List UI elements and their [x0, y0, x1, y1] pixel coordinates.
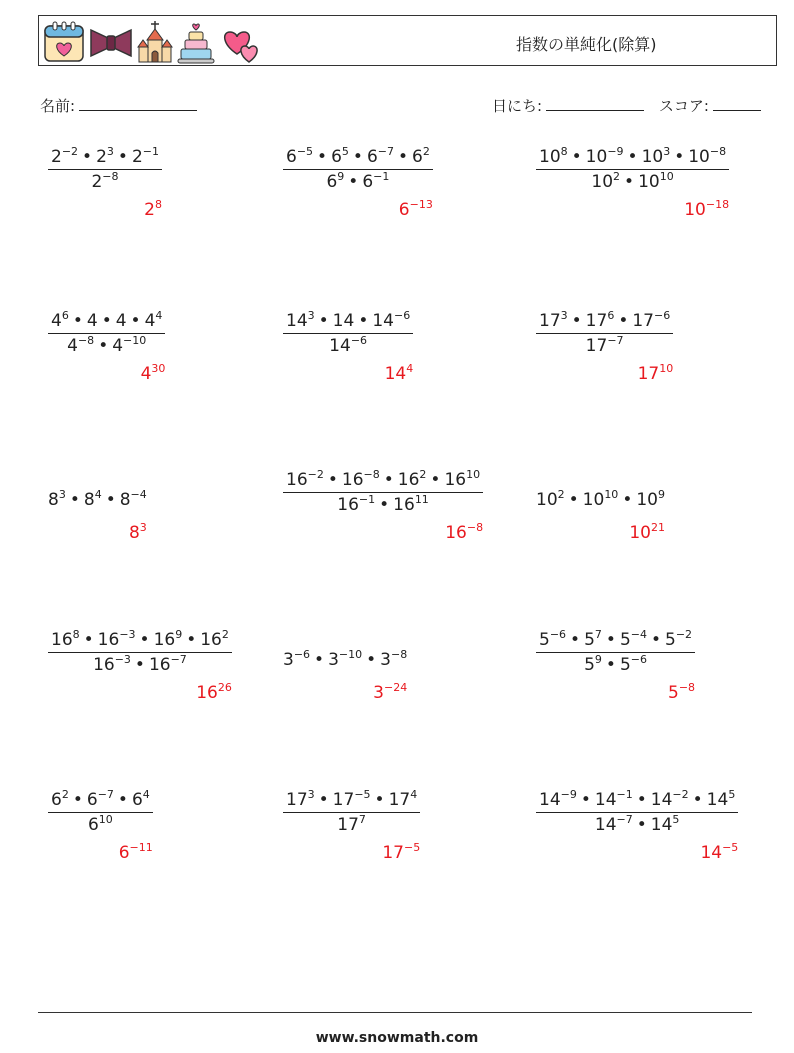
- power-term: $14^5$: [650, 813, 680, 835]
- bow-tie-icon: [89, 20, 133, 64]
- answer-8: [445, 523, 483, 543]
- chapel-icon: [137, 20, 173, 64]
- power-term: $5^{-6}$: [539, 628, 567, 650]
- power-term: $16^2$: [200, 628, 229, 650]
- denominator: [536, 334, 673, 356]
- power-term: $5^{-6}$: [619, 653, 647, 675]
- footer-url: www.snowmath.com: [315, 1030, 479, 1046]
- power-term: $4^{-8}$: [67, 334, 95, 356]
- problem-2: [283, 147, 433, 192]
- power-term: $17^3$: [286, 788, 315, 810]
- fraction: [48, 790, 153, 835]
- power-term: $8^3$: [128, 521, 147, 543]
- power-term: $3^{-8}$: [380, 648, 408, 670]
- power-term: $17^7$: [337, 813, 366, 835]
- fraction: [48, 311, 165, 356]
- date-score-field: [492, 95, 761, 116]
- power-term: $17^{-7}$: [585, 334, 624, 356]
- power-term: $16^{-8}$: [445, 521, 484, 543]
- denominator: [48, 170, 162, 192]
- problem-1: [48, 147, 162, 192]
- answer-9: [629, 523, 665, 543]
- answer-5: [385, 364, 414, 384]
- score-label: スコア:: [658, 97, 709, 115]
- power-term: $8^{-4}$: [119, 488, 147, 510]
- problem-6: [536, 311, 673, 356]
- denominator: $6^9$ • $6^{-1}$: [326, 170, 390, 192]
- power-term: $17^3$: [539, 309, 568, 331]
- date-blank: [546, 96, 644, 111]
- power-term: $16^{-3}$: [93, 653, 131, 675]
- power-term: $14^{-6}$: [372, 309, 411, 331]
- power-term: $8^4$: [83, 488, 102, 510]
- denominator: $16^{-1}$ • $16^{11}$: [337, 493, 429, 515]
- power-term: $3^{-24}$: [373, 681, 408, 703]
- power-term: $2^8$: [144, 198, 162, 220]
- answer-7: [129, 523, 147, 543]
- numerator: $14^3$ • 14 • $14^{-6}$: [286, 309, 411, 331]
- power-term: $16^8$: [51, 628, 80, 650]
- power-term: $6^2$: [412, 145, 430, 167]
- power-term: $16^9$: [153, 628, 183, 650]
- power-term: $4^4$: [144, 309, 163, 331]
- power-term: $10^9$: [636, 488, 665, 510]
- denominator: $14^{-7}$ • $14^5$: [594, 813, 680, 835]
- expression: $3^{-6}$ • $3^{-10}$ • $3^{-8}$: [283, 648, 408, 670]
- power-term: $16^{10}$: [444, 468, 481, 490]
- power-term: $4^{30}$: [140, 362, 166, 384]
- power-term: $2^{-2}$: [51, 145, 79, 167]
- power-term: $16^{-7}$: [148, 653, 187, 675]
- power-term: $10^8$: [539, 145, 568, 167]
- power-term: $10^{21}$: [629, 521, 665, 543]
- power-term: $17^{-5}$: [382, 841, 421, 863]
- name-label: 名前:: [40, 97, 76, 115]
- power-term: $14^{-7}$: [594, 813, 633, 835]
- numerator: $6^2$ • $6^{-7}$ • $6^4$: [51, 788, 150, 810]
- power-term: $10^2$: [591, 170, 621, 192]
- power-term: $16^{-2}$: [286, 468, 324, 490]
- fraction: [283, 470, 483, 515]
- power-term: 14: [332, 311, 355, 331]
- numerator: $6^{-5}$ • $6^5$ • $6^{-7}$ • $6^2$: [286, 145, 430, 167]
- answer-11: [373, 683, 407, 703]
- power-term: $5^9$: [584, 653, 602, 675]
- power-term: $6^2$: [51, 788, 69, 810]
- expression: $10^2$ • $10^{10}$ • $10^9$: [536, 488, 665, 510]
- power-term: $6^9$: [326, 170, 345, 192]
- problem-11: [283, 630, 407, 670]
- fraction: [536, 147, 729, 192]
- numerator: $4^6$ • 4 • 4 • $4^4$: [51, 309, 163, 331]
- problem-14: [283, 790, 420, 835]
- power-term: $6^4$: [131, 788, 150, 810]
- power-term: $6^{-7}$: [366, 145, 394, 167]
- power-term: $3^{-6}$: [283, 648, 311, 670]
- problem-8: [283, 470, 483, 515]
- date-label: 日にち:: [492, 97, 543, 115]
- problem-9: [536, 470, 665, 510]
- power-term: $10^{-18}$: [684, 198, 730, 220]
- fraction: [48, 147, 162, 192]
- power-term: $17^{10}$: [637, 362, 674, 384]
- problem-7: [48, 470, 147, 510]
- power-term: $10^2$: [536, 488, 565, 510]
- power-term: $17^6$: [585, 309, 615, 331]
- power-term: $10^{-8}$: [688, 145, 727, 167]
- problem-15: [536, 790, 738, 835]
- denominator: [48, 813, 153, 835]
- fraction: [283, 311, 413, 356]
- answer-13: [119, 843, 153, 863]
- fraction: [48, 630, 232, 675]
- problem-3: [536, 147, 729, 192]
- power-term: $16^2$: [397, 468, 427, 490]
- power-term: $6^{-1}$: [362, 170, 390, 192]
- fraction: [536, 630, 695, 675]
- calendar-heart-icon: [43, 20, 85, 64]
- problem-12: [536, 630, 695, 675]
- hearts-icon: [219, 20, 263, 64]
- numerator: $17^3$ • $17^6$ • $17^{-6}$: [539, 309, 671, 331]
- header-icons: [43, 20, 263, 64]
- power-term: $2^{-1}$: [131, 145, 159, 167]
- power-term: $3^{-10}$: [328, 648, 363, 670]
- problem-5: [283, 311, 413, 356]
- denominator: $4^{-8}$ • $4^{-10}$: [67, 334, 147, 356]
- numerator: $16^{-2}$ • $16^{-8}$ • $16^2$ • $16^{10}$: [286, 468, 481, 490]
- power-term: $16^{-8}$: [341, 468, 380, 490]
- answer-3: [684, 200, 729, 220]
- denominator: $5^9$ • $5^{-6}$: [584, 653, 647, 675]
- power-term: $14^{-5}$: [700, 841, 739, 863]
- power-term: $5^7$: [584, 628, 602, 650]
- answer-1: [144, 200, 162, 220]
- power-term: 4: [86, 311, 98, 331]
- answer-15: [700, 843, 738, 863]
- answer-14: [382, 843, 420, 863]
- answer-12: [668, 683, 695, 703]
- numerator: $10^8$ • $10^{-9}$ • $10^3$ • $10^{-8}$: [539, 145, 727, 167]
- power-term: $10^{10}$: [582, 488, 619, 510]
- answer-4: [141, 364, 166, 384]
- power-term: $4^{-10}$: [112, 334, 147, 356]
- worksheet-title: 指数の単純化(除算): [516, 35, 657, 54]
- numerator: $17^3$ • $17^{-5}$ • $17^4$: [286, 788, 418, 810]
- power-term: $10^{-9}$: [585, 145, 624, 167]
- answer-6: [638, 364, 674, 384]
- problem-10: [48, 630, 232, 675]
- power-term: 4: [115, 311, 127, 331]
- power-term: $14^{-6}$: [329, 334, 368, 356]
- power-term: $17^{-5}$: [332, 788, 371, 810]
- name-field: [40, 95, 197, 116]
- fraction: [536, 311, 673, 356]
- answer-2: [399, 200, 433, 220]
- worksheet-header: [38, 15, 777, 66]
- power-term: $6^5$: [331, 145, 349, 167]
- denominator: $16^{-3}$ • $16^{-7}$: [93, 653, 187, 675]
- power-term: $16^{-3}$: [97, 628, 136, 650]
- problem-13: [48, 790, 153, 835]
- power-term: $6^{-5}$: [286, 145, 314, 167]
- power-term: $8^3$: [48, 488, 66, 510]
- power-term: $14^{-1}$: [594, 788, 633, 810]
- denominator: $10^2$ • $10^{10}$: [591, 170, 674, 192]
- power-term: $14^{-9}$: [539, 788, 577, 810]
- power-term: $14^3$: [286, 309, 315, 331]
- numerator: $16^8$ • $16^{-3}$ • $16^9$ • $16^2$: [51, 628, 229, 650]
- fraction: [536, 790, 738, 835]
- power-term: $6^{-7}$: [86, 788, 114, 810]
- power-term: $6^{-13}$: [398, 198, 433, 220]
- fraction: [283, 147, 433, 192]
- numerator: $2^{-2}$ • $2^3$ • $2^{-1}$: [51, 145, 159, 167]
- denominator: [283, 334, 413, 356]
- footer-divider: [38, 1012, 752, 1013]
- power-term: $2^{-8}$: [91, 170, 119, 192]
- power-term: $10^3$: [641, 145, 671, 167]
- power-term: $14^4$: [384, 362, 414, 384]
- power-term: $14^5$: [706, 788, 736, 810]
- power-term: $17^4$: [388, 788, 418, 810]
- power-term: $5^{-2}$: [665, 628, 693, 650]
- power-term: $5^{-8}$: [668, 681, 696, 703]
- power-term: $5^{-4}$: [619, 628, 647, 650]
- problem-4: [48, 311, 165, 356]
- expression: $8^3$ • $8^4$ • $8^{-4}$: [48, 488, 147, 510]
- power-term: $17^{-6}$: [632, 309, 671, 331]
- score-blank: [713, 96, 761, 111]
- power-term: $14^{-2}$: [650, 788, 689, 810]
- name-blank: [79, 96, 197, 111]
- answer-10: [196, 683, 232, 703]
- power-term: $4^6$: [51, 309, 69, 331]
- wedding-cake-icon: [177, 20, 215, 64]
- power-term: $16^{11}$: [393, 493, 429, 515]
- power-term: $6^{10}$: [87, 813, 113, 835]
- power-term: $6^{-11}$: [118, 841, 153, 863]
- numerator: $14^{-9}$ • $14^{-1}$ • $14^{-2}$ • $14^5$: [539, 788, 736, 810]
- power-term: $2^3$: [96, 145, 114, 167]
- numerator: $5^{-6}$ • $5^7$ • $5^{-4}$ • $5^{-2}$: [539, 628, 693, 650]
- power-term: $16^{26}$: [196, 681, 232, 703]
- fraction: [283, 790, 420, 835]
- power-term: $10^{10}$: [638, 170, 674, 192]
- power-term: $16^{-1}$: [337, 493, 376, 515]
- denominator: [283, 813, 420, 835]
